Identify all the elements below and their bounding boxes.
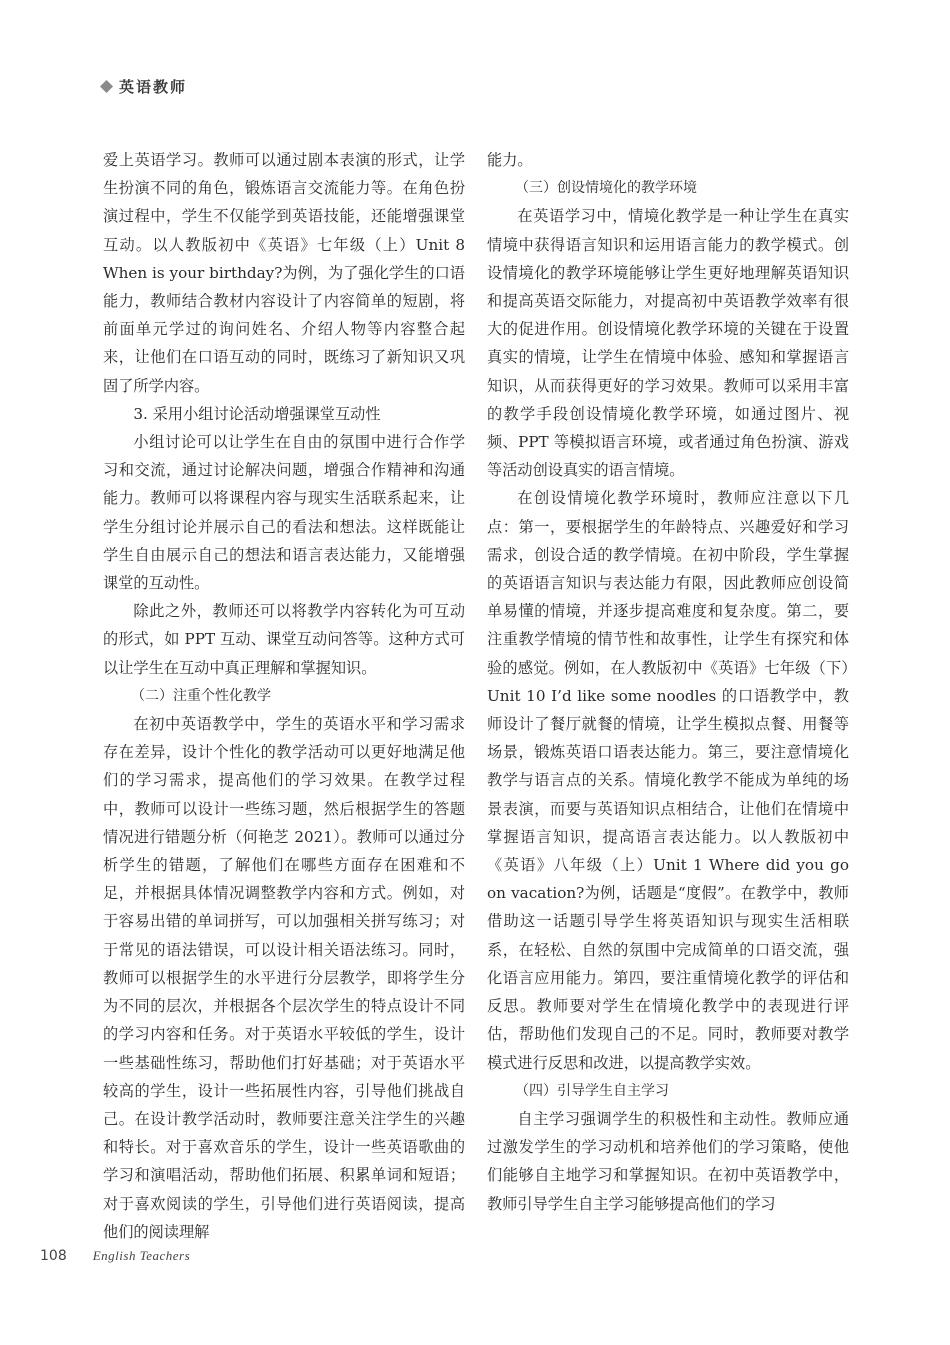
subsection-heading: （四）引导学生自主学习 <box>515 1082 669 1099</box>
paragraph: 在创设情境化教学环境时，教师应注意以下几点：第一，要根据学生的年龄特点、兴趣爱好和学习需求，创设合适的教学情境。在初中阶段，学生掌握的英语语言知识与表达能力有限，因此教师应创设简单易懂的情境，并逐步提高难度和复杂度。第二，要注重教学情境的情节性和故事性，让学生有探究和体验的感觉。例如，在人教版初中《英语》七年级（下）Unit 10 I’d like some noodles 的口语教学中，教师设计了餐厅就餐的情境，让学生模拟点餐、用餐等场景，锻炼英语口语表达能力。第三，要注意情境化教学与语言点的关系。情境化教学不能成为单纯的场景表演，而要与英语知识点相结合，让他们在情境中掌握语言知识，提高语言表达能力。以人教版初中《英语》八年级（上）Unit 1 Where did you go on vacation?为例，话题是“度假”。在教学中，教师借助这一话题引导学生将英语知识与现实生活相联系，在轻松、自然的氛围中完成简单的口语交流，强化语言应用能力。第四，要注重情境化教学的评估和反思。教师要对学生在情境化教学中的表现进行评估，帮助他们发现自己的不足。同时，教师要对教学模式进行反思和改进，以提高教学实效。 <box>487 489 849 1072</box>
right-column <box>487 146 849 1218</box>
paragraph: 在英语学习中，情境化教学是一种让学生在真实情境中获得语言知识和运用语言能力的教学模式。创设情境化的教学环境能够让学生更好地理解英语知识和提高英语交际能力，对提高初中英语教学效率有很大的促进作用。创设情境化教学环境的关键在于设置真实的情境，让学生在情境中体验、感知和掌握语言知识，从而获得更好的学习效果。教师可以采用丰富的教学手段创设情境化教学环境，如通过图片、视频、PPT 等模拟语言环境，或者通过角色扮演、游戏等活动创设真实的语言情境。 <box>487 207 849 480</box>
journal-title: 英语教师 <box>119 78 188 96</box>
paragraph: 除此之外，教师还可以将教学内容转化为可互动的形式，如 PPT 互动、课堂互动问答等。这种方式可以让学生在互动中真正理解和掌握知识。 <box>103 602 465 677</box>
subsection-heading: （三）创设情境化的教学环境 <box>515 180 697 197</box>
paragraph: 爱上英语学习。教师可以通过剧本表演的形式，让学生扮演不同的角色，锻炼语言交流能力等。在角色扮演过程中，学生不仅能学到英语技能，还能增强课堂互动。以人教版初中《英语》七年级（上）Unit 8 When is your birthday?为例，为了强化学生的口语能力，教师结合教材内容设计了内容简单的短剧，将前面单元学过的询问姓名、介绍人物等内容整合起来，让他们在口语互动的同时，既练习了新知识又巩固了所学内容。 <box>103 151 465 395</box>
subsection-heading: （二）注重个性化教学 <box>131 687 271 704</box>
page-footer <box>40 1248 190 1264</box>
left-column <box>103 146 465 1246</box>
page-number: 108 <box>40 1248 67 1264</box>
paragraph: 自主学习强调学生的积极性和主动性。教师应通过激发学生的学习动机和培养他们的学习策略，使他们能够自主地学习和掌握知识。在初中英语教学中，教师引导学生自主学习能够提高他们的学习 <box>487 1109 849 1213</box>
paragraph: 在初中英语教学中，学生的英语水平和学习需求存在差异，设计个性化的教学活动可以更好地满足他们的学习需求，提高他们的学习效果。在教学过程中，教师可以设计一些练习题，然后根据学生的答题情况进行错题分析（何艳芝 2021）。教师可以通过分析学生的错题，了解他们在哪些方面存在困难和不足，并根据具体情况调整教学内容和方式。例如，对于容易出错的单词拼写，可以加强相关拼写练习；对于常见的语法错误，可以设计相关语法练习。同时，教师可以根据学生的水平进行分层教学，即将学生分为不同的层次，并根据各个层次学生的特点设计不同的学习内容和任务。对于英语水平较低的学生，设计一些基础性练习，帮助他们打好基础；对于英语水平较高的学生，设计一些拓展性内容，引导他们挑战自己。在设计教学活动时，教师要注意关注学生的兴趣和特长。对于喜欢音乐的学生，设计一些英语歌曲的学习和演唱活动，帮助他们拓展、积累单词和短语；对于喜欢阅读的学生，引导他们进行英语阅读，提高他们的阅读理解 <box>103 715 465 1241</box>
running-header <box>100 76 187 97</box>
paragraph: 能力。 <box>487 151 533 169</box>
paragraph: 小组讨论可以让学生在自由的氛围中进行合作学习和交流，通过讨论解决问题，增强合作精神和沟通能力。教师可以将课程内容与现实生活联系起来，让学生分组讨论并展示自己的看法和想法。这样既能让学生自由展示自己的想法和语言表达能力，又能增强课堂的互动性。 <box>103 433 465 593</box>
journal-english-title: English Teachers <box>92 1248 191 1263</box>
diamond-icon <box>100 80 113 93</box>
section-heading: 3. 采用小组讨论活动增强课堂互动性 <box>133 404 381 423</box>
